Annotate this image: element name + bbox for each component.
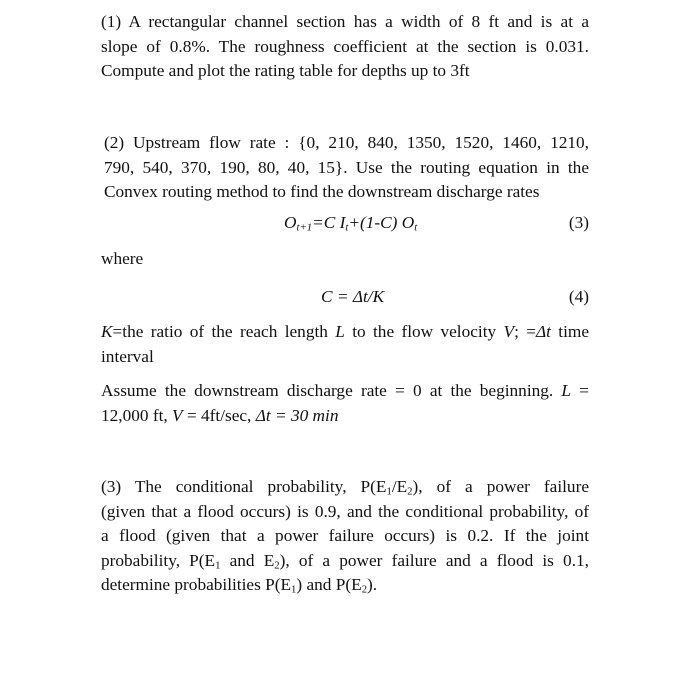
- equation-3-body: $O_{t+1}=C$ $I_t+(1-C)$ $O_t$: [284, 213, 418, 234]
- problem-1-text: [101, 10, 589, 84]
- assumption-text: [101, 379, 589, 428]
- problem-1-line: Compute and plot the rating table for depths up to 3ft: [101, 61, 470, 81]
- problem-3-line: probability, $P(E_1$ and $E_2$), of a power failure and a flood is 0.1,: [101, 550, 589, 572]
- problem-3-text: [101, 475, 589, 598]
- problem-3-line: determine probabilities $P(E_1)$ and $P(E_2)$.: [101, 575, 378, 597]
- equation-4-number: (4): [568, 287, 589, 306]
- problem-2-line: (2) Upstream flow rate : {0, 210, 840, 1350, 1520, 1460, 1210,: [104, 133, 589, 152]
- definition-line: K=the ratio of the reach length L to the flow velocity V; =Δt time: [101, 322, 589, 341]
- where-text: where: [101, 249, 144, 268]
- problem-3-line: (3) The conditional probability, $P(E_1/E_2)$, of a power failure: [101, 477, 589, 498]
- problem-1-line: slope of 0.8%. The roughness coefficient at the section is 0.031.: [101, 36, 589, 56]
- problem-1-line: (1) A rectangular channel section has a width of 8 ft and is at a: [101, 12, 589, 31]
- problem-3-line: (given that a flood occurs) is 0.9, and the conditional probability, of: [101, 501, 589, 521]
- problem-3-line: a flood (given that a power failure occurs) is 0.2. If the joint: [101, 526, 589, 546]
- definition-line: interval: [101, 346, 154, 366]
- equation-3: [101, 211, 589, 236]
- problem-2-line: 790, 540, 370, 190, 80, 40, 15}. Use the routing equation in the: [104, 157, 589, 177]
- assumption-line: 12,000 ft, V = 4ft/sec, Δt = 30 min: [101, 405, 339, 425]
- equation-3-number: (3): [568, 213, 589, 232]
- assumption-line: Assume the downstream discharge rate = 0 at the beginning. L =: [101, 381, 589, 400]
- problem-2-line: Convex routing method to find the downstream discharge rates: [104, 182, 540, 202]
- equation-4-body: C = Δt/K: [321, 287, 385, 306]
- problem-2-text: [104, 131, 589, 205]
- where-label: [101, 247, 589, 272]
- equation-4: [101, 285, 589, 310]
- definition-text: [101, 320, 589, 369]
